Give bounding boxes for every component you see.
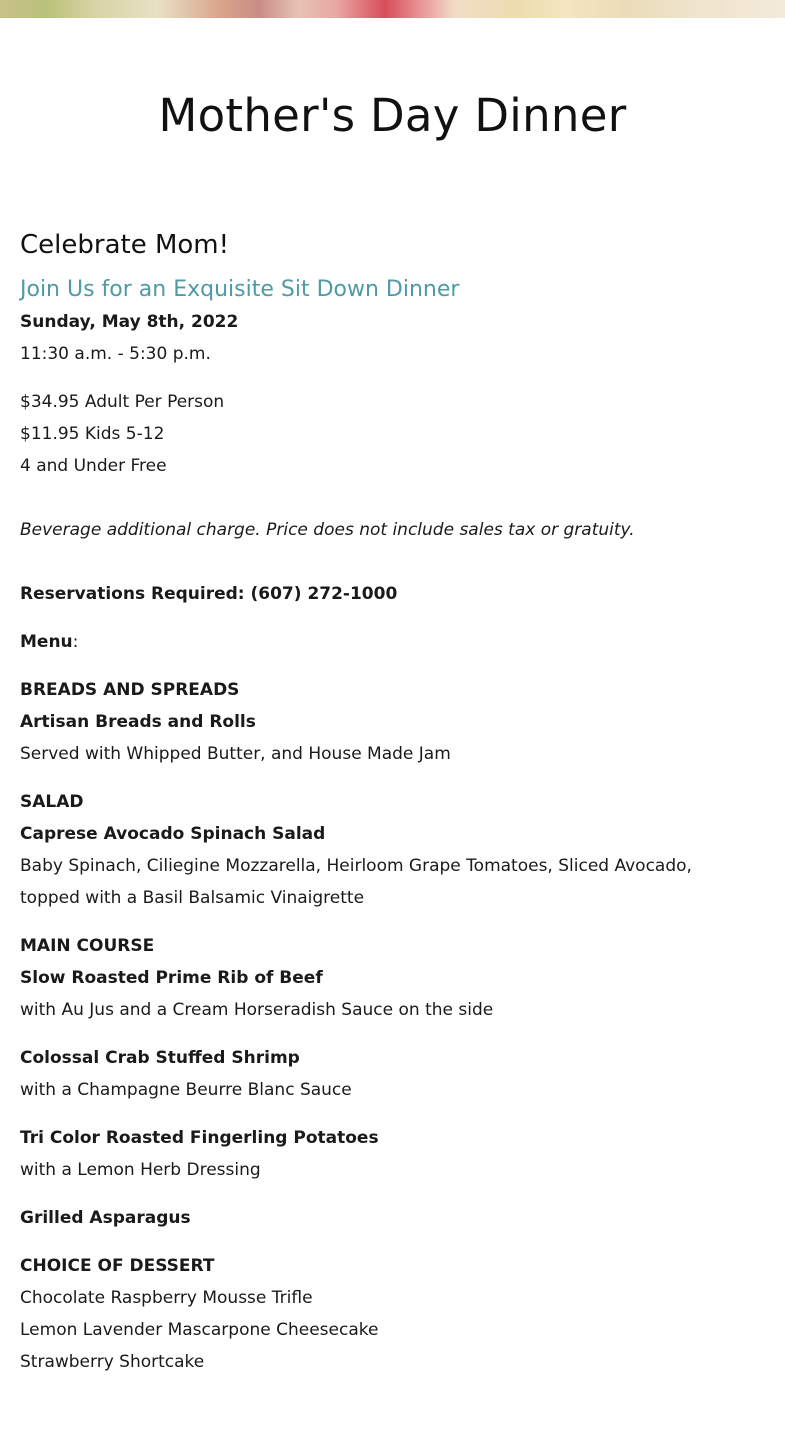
menu-item-potatoes: Tri Color Roasted Fingerling Potatoes <box>20 1128 379 1148</box>
menu-desc-prime-rib: with Au Jus and a Cream Horseradish Sauce on the side <box>20 1000 494 1020</box>
menu-desc-breads: Served with Whipped Butter, and House Made Jam <box>20 744 451 764</box>
section-main-course: MAIN COURSE <box>20 936 155 956</box>
section-dessert: CHOICE OF DESSERT <box>20 1256 215 1276</box>
reservations-info: Reservations Required: (607) 272-1000 <box>20 584 398 604</box>
menu-label <box>20 626 760 658</box>
hero-image-strip <box>0 0 785 18</box>
menu-label-colon: : <box>72 632 79 652</box>
main-content <box>20 226 760 1378</box>
dessert-option-cheesecake: Lemon Lavender Mascarpone Cheesecake <box>20 1320 379 1340</box>
celebrate-heading: Celebrate Mom! <box>20 230 230 260</box>
section-salad: SALAD <box>20 792 84 812</box>
menu-item-asparagus: Grilled Asparagus <box>20 1208 191 1228</box>
menu-desc-potatoes: with a Lemon Herb Dressing <box>20 1160 261 1180</box>
menu-label-text: Menu <box>20 632 73 652</box>
event-date: Sunday, May 8th, 2022 <box>20 312 239 332</box>
price-kids: $11.95 Kids 5-12 <box>20 424 165 444</box>
dinner-subheading: Join Us for an Exquisite Sit Down Dinner <box>20 277 460 302</box>
menu-item-salad: Caprese Avocado Spinach Salad <box>20 824 326 844</box>
menu-desc-salad-line2: topped with a Basil Balsamic Vinaigrette <box>20 888 365 908</box>
dessert-option-trifle: Chocolate Raspberry Mousse Trifle <box>20 1288 313 1308</box>
section-breads: BREADS AND SPREADS <box>20 680 240 700</box>
pricing-note: Beverage additional charge. Price does not include sales tax or gratuity. <box>20 520 635 540</box>
price-adult: $34.95 Adult Per Person <box>20 392 225 412</box>
menu-desc-salad-line1: Baby Spinach, Ciliegine Mozzarella, Heirloom Grape Tomatoes, Sliced Avocado, <box>20 856 692 876</box>
menu-item-breads: Artisan Breads and Rolls <box>20 712 256 732</box>
menu-desc-crab-shrimp: with a Champagne Beurre Blanc Sauce <box>20 1080 352 1100</box>
event-time: 11:30 a.m. - 5:30 p.m. <box>20 344 211 364</box>
page-title: Mother's Day Dinner <box>158 89 627 142</box>
menu-item-prime-rib: Slow Roasted Prime Rib of Beef <box>20 968 323 988</box>
dessert-option-shortcake: Strawberry Shortcake <box>20 1352 205 1372</box>
price-under-4: 4 and Under Free <box>20 456 167 476</box>
menu-item-crab-shrimp: Colossal Crab Stuffed Shrimp <box>20 1048 300 1068</box>
